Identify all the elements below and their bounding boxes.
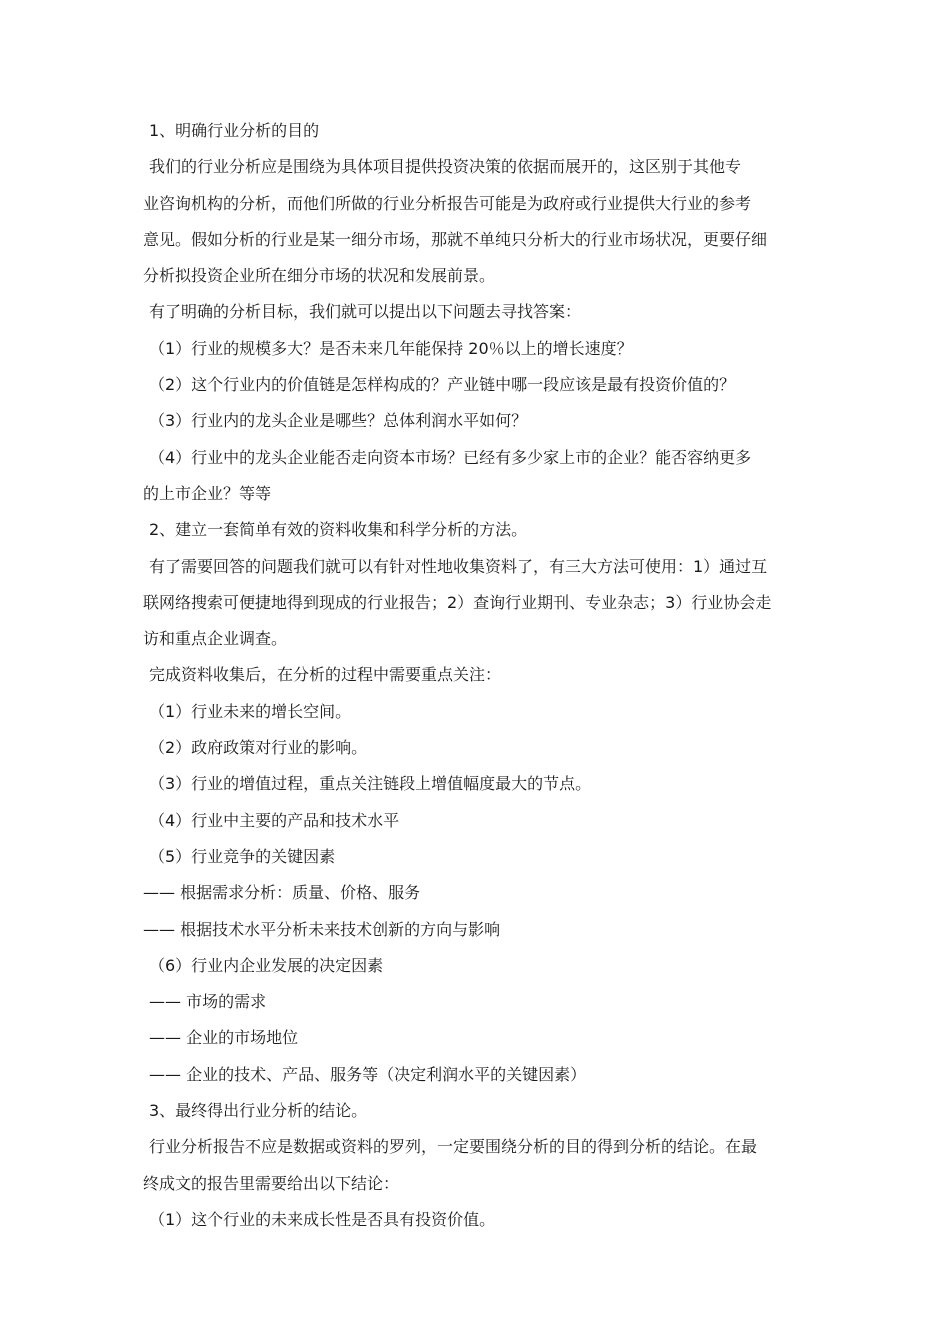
text-line: 我们的行业分析应是围绕为具体项目提供投资决策的依据而展开的，这区别于其他专 [149, 157, 742, 177]
text-line: 3、最终得出行业分析的结论。 [149, 1101, 368, 1121]
text-line: 访和重点企业调查。 [143, 629, 288, 649]
text-line: （1）这个行业的未来成长性是否具有投资价值。 [149, 1209, 496, 1229]
text-line: 2、建立一套简单有效的资料收集和科学分析的方法。 [149, 520, 528, 540]
text-line: （3）行业内的龙头企业是哪些？总体利润水平如何？ [149, 411, 528, 431]
text-line: （4）行业中的龙头企业能否走向资本市场？已经有多少家上市的企业？能否容纳更多 [149, 447, 752, 467]
text-line: （1）行业的规模多大？是否未来几年能保持 20％以上的增长速度？ [149, 338, 633, 358]
text-line: （4）行业中主要的产品和技术水平 [149, 810, 400, 830]
text-line: 的上市企业？等等 [143, 483, 272, 503]
text-line: （3）行业的增值过程，重点关注链段上增值幅度最大的节点。 [149, 774, 592, 794]
text-line: —— 企业的技术、产品、服务等（决定利润水平的关键因素） [149, 1064, 587, 1084]
text-line: 业咨询机构的分析，而他们所做的行业分析报告可能是为政府或行业提供大行业的参考 [143, 193, 752, 213]
text-line: 联网络搜索可便捷地得到现成的行业报告；2）查询行业期刊、专业杂志；3）行业协会走 [143, 592, 772, 612]
text-line: 行业分析报告不应是数据或资料的罗列，一定要围绕分析的目的得到分析的结论。在最 [149, 1137, 758, 1157]
text-line: 1、明确行业分析的目的 [149, 121, 320, 140]
text-line: 完成资料收集后，在分析的过程中需要重点关注： [149, 665, 502, 685]
text-line: —— 根据需求分析：质量、价格、服务 [143, 883, 421, 903]
text-line: （5）行业竞争的关键因素 [149, 846, 336, 866]
text-line: （2）政府政策对行业的影响。 [149, 738, 368, 758]
text-line: 有了明确的分析目标，我们就可以提出以下问题去寻找答案： [149, 302, 582, 322]
text-line: 分析拟投资企业所在细分市场的状况和发展前景。 [143, 266, 496, 286]
text-line: （1）行业未来的增长空间。 [149, 701, 352, 721]
text-line: 意见。假如分析的行业是某一细分市场，那就不单纯只分析大的行业市场状况，更要仔细 [143, 229, 768, 249]
text-line: —— 根据技术水平分析未来技术创新的方向与影响 [143, 919, 501, 939]
document-body [143, 113, 809, 1238]
text-line: （6）行业内企业发展的决定因素 [149, 955, 384, 975]
text-line: —— 市场的需求 [149, 992, 267, 1012]
text-line: 有了需要回答的问题我们就可以有针对性地收集资料了，有三大方法可使用：1）通过互 [149, 556, 768, 576]
text-line: （2）这个行业内的价值链是怎样构成的？产业链中哪一段应该是最有投资价值的？ [149, 375, 736, 395]
text-line: 终成文的报告里需要给出以下结论： [143, 1173, 400, 1193]
text-line: —— 企业的市场地位 [149, 1028, 299, 1048]
